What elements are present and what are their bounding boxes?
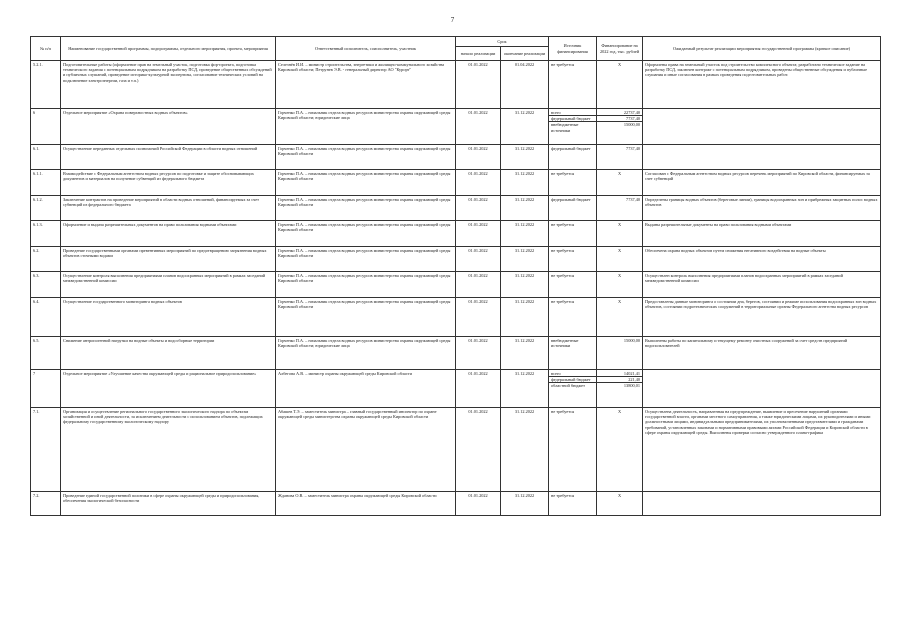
funding-source: всего	[549, 110, 596, 116]
cell-end: 31.12.2022	[501, 145, 549, 170]
cell-sources	[549, 492, 597, 516]
cell-num: 7	[31, 370, 61, 408]
cell-finance	[597, 272, 643, 298]
cell-sources	[549, 247, 597, 272]
table-row	[31, 370, 881, 408]
cell-name: Снижение антропогенной нагрузки на водные объекты и водосборные территории	[61, 337, 276, 370]
header-name: Наименование государственной программы, подпрограммы, отдельного мероприятия, проекта, мероприятия	[61, 37, 276, 61]
table-row	[31, 408, 881, 492]
finance-amount: X	[617, 62, 622, 67]
cell-executor: Горченко П.А. – начальник отдела водных ресурсов министерства охраны окружающей среды Кировской области	[276, 145, 456, 170]
cell-num: 7.2.	[31, 492, 61, 516]
funding-source: не требуется	[551, 171, 575, 176]
cell-executor: Горченко П.А. – начальник отдела водных ресурсов министерства охраны окружающей среды Кировской области; юридические лица	[276, 337, 456, 370]
funding-source: не требуется	[551, 62, 575, 67]
cell-sources	[549, 61, 597, 109]
cell-end: 31.12.2022	[501, 492, 549, 516]
cell-executor: Горченко П.А. – начальник отдела водных ресурсов министерства охраны окружающей среды Кировской области	[276, 298, 456, 337]
funding-source: не требуется	[551, 409, 575, 414]
cell-executor: Горченко П.А. – начальник отдела водных ресурсов министерства охраны окружающей среды Кировской области; юридические лица	[276, 109, 456, 145]
cell-num: 6.4.	[31, 298, 61, 337]
finance-amount: 15000,00	[623, 122, 641, 128]
cell-num: 6.1.1.	[31, 170, 61, 196]
header-start: начало реализации	[456, 47, 501, 61]
cell-num: 6	[31, 109, 61, 145]
finance-amount: 7737,40	[626, 197, 641, 202]
cell-start: 01.01.2022	[456, 408, 501, 492]
cell-name: Осуществление государственного мониторинга водных объектов	[61, 298, 276, 337]
cell-finance	[597, 145, 643, 170]
funding-source: не требуется	[551, 222, 575, 227]
cell-sources	[549, 370, 597, 408]
cell-finance	[597, 61, 643, 109]
cell-num: 6.3.	[31, 272, 61, 298]
cell-executor: Горченко П.А. – начальник отдела водных ресурсов министерства охраны окружающей среды Кировской области	[276, 196, 456, 221]
cell-executor: Селезнёв И.И. – министр строительства, энергетики и жилищно-коммунального хозяйства Кировской области; Петрунев Э.В. - генеральный директор АО "Курорт"	[276, 61, 456, 109]
cell-result	[643, 109, 881, 145]
finance-amount: 221,40	[597, 377, 642, 383]
page-number: 7	[450, 16, 455, 24]
cell-end: 31.12.2022	[501, 170, 549, 196]
funding-source: не требуется	[551, 493, 575, 498]
cell-result	[643, 492, 881, 516]
table-row	[31, 61, 881, 109]
table-row	[31, 145, 881, 170]
cell-num: 5.2.1.	[31, 61, 61, 109]
finance-amount: 14021,41	[597, 371, 642, 377]
cell-start: 01.01.2022	[456, 272, 501, 298]
finance-amount: 15000,00	[623, 338, 641, 343]
cell-executor: Абашев Т.Э. – заместитель министра – главный государственный инспектор по охране окружающей среды министерства охраны окружающей среды Кировской области	[276, 408, 456, 492]
funding-source: федеральный бюджет	[551, 146, 591, 151]
finance-amount: X	[617, 222, 622, 227]
cell-finance	[597, 109, 643, 145]
cell-end: 31.12.2022	[501, 370, 549, 408]
finance-amount: 22737,40	[597, 110, 642, 116]
cell-executor: Горченко П.А. – начальник отдела водных ресурсов министерства охраны окружающей среды Кировской области	[276, 272, 456, 298]
cell-finance	[597, 408, 643, 492]
cell-name: Взаимодействие с Федеральным агентством водных ресурсов по подготовке и защите обосновывающих документов и материалов на получение субвенций из федерального бюджета	[61, 170, 276, 196]
funding-source: не требуется	[551, 299, 575, 304]
funding-source: внебюджетные источники	[551, 338, 579, 349]
table-row	[31, 492, 881, 516]
table-row	[31, 298, 881, 337]
funding-source: федеральный бюджет	[549, 116, 596, 122]
cell-finance	[597, 221, 643, 247]
finance-amount: X	[617, 171, 622, 176]
funding-source: не требуется	[551, 248, 575, 253]
cell-finance	[597, 298, 643, 337]
cell-result: Предоставлены данные мониторинга о состоянии дна, берегов, состоянии и режиме использования водоохранных зон водных объектов, состоянии гидротехнических сооружений в территориальные органы Федерального агентства водных ресурсов	[643, 298, 881, 337]
cell-finance	[597, 492, 643, 516]
cell-result: Осуществлена деятельность, направленная на предупреждение, выявление и пресечение нарушений органами государственной власти, органами местного самоуправления, а также юридическими лицами, их руководителями и иными должностными лицами, индивидуальными предпринимателями, их уполномоченными представителями и гражданами требований, установленных законами и нормативными правовыми актами Российской Федерации и Кировской области в сфере охраны окружающей среды. Выполнены проверки согласно утвержденного плана-графика	[643, 408, 881, 492]
cell-end: 31.12.2022	[501, 408, 549, 492]
cell-sources	[549, 408, 597, 492]
table-row	[31, 170, 881, 196]
cell-end: 31.12.2022	[501, 109, 549, 145]
cell-finance	[597, 370, 643, 408]
cell-sources	[549, 109, 597, 145]
cell-name: Подготовительные работы (оформление прав на земельный участок, подготовка фор-проекта, подготовка технического задания с потенциальным подрядчиком на разработку ПСД, проведение общественных обсуждений и публичных слушаний, проведение историко-культурной экспертизы, согласование технических условий на подключение электроэнергии, газа и т.п.)	[61, 61, 276, 109]
cell-finance	[597, 337, 643, 370]
cell-num: 6.2.	[31, 247, 61, 272]
program-table	[30, 36, 881, 516]
cell-result: Осуществлен контроль выполнения предприятиями планов водоохранных мероприятий в рамках заседаний межведомственной комиссии	[643, 272, 881, 298]
cell-start: 01.01.2022	[456, 221, 501, 247]
cell-num: 7.1.	[31, 408, 61, 492]
cell-finance	[597, 196, 643, 221]
funding-source: областной бюджет	[551, 383, 585, 389]
finance-amount: 7737,40	[626, 146, 641, 151]
cell-finance	[597, 170, 643, 196]
cell-sources	[549, 221, 597, 247]
finance-amount: X	[617, 409, 622, 414]
cell-name: Отдельное мероприятие «Охрана поверхностных водных объектов»	[61, 109, 276, 145]
cell-start: 01.01.2022	[456, 170, 501, 196]
cell-end: 31.12.2022	[501, 337, 549, 370]
cell-sources	[549, 196, 597, 221]
cell-end: 31.12.2022	[501, 298, 549, 337]
cell-end: 31.12.2022	[501, 196, 549, 221]
finance-amount: X	[617, 248, 622, 253]
cell-result	[643, 370, 881, 408]
cell-name: Проведение единой государственной политики в сфере охраны окружающей среды и природопользования, обеспечения экологической безопасности	[61, 492, 276, 516]
cell-executor: Жданова О.В. – заместитель министра охраны окружающей среды Кировской области	[276, 492, 456, 516]
table-row	[31, 221, 881, 247]
cell-end: 31.12.2022	[501, 247, 549, 272]
cell-name: Осуществление контроля выполнения предприятиями планов водоохранных мероприятий в рамках заседаний межведомственной комиссии	[61, 272, 276, 298]
cell-result: Оформлены права на земельный участок под строительство комплексного объекта; разработано техническое задание на разработку ПСД, заключен контракт с потенциальным подрядчиком, проведены общественные обсуждения и публичные слушания и иные согласования в рамках проведения подготовительных работ.	[643, 61, 881, 109]
finance-amount: X	[617, 299, 622, 304]
funding-source: всего	[549, 371, 596, 377]
header-result: Ожидаемый результат реализации мероприятия государственной программы (краткое описание)	[643, 37, 881, 61]
cell-end: 31.12.2022	[501, 272, 549, 298]
cell-start: 01.01.2022	[456, 109, 501, 145]
funding-source: не требуется	[551, 273, 575, 278]
finance-amount: 7737,40	[597, 116, 642, 122]
cell-sources	[549, 170, 597, 196]
cell-num: 6.1.	[31, 145, 61, 170]
funding-source: внебюджетные источники	[551, 122, 579, 133]
finance-amount: X	[617, 273, 622, 278]
table-row	[31, 272, 881, 298]
cell-result	[643, 145, 881, 170]
cell-name: Организация и осуществление регионального государственного экологического надзора по объектам хозяйственной и иной деятельности, за исключением деятельности с использованием объектов, подлежащих федеральному государственному экологическому надзору	[61, 408, 276, 492]
cell-start: 01.01.2022	[456, 196, 501, 221]
cell-result: Выполнены работы по капитальному и текущему ремонту очистных сооружений за счет средств предприятий водопользователей	[643, 337, 881, 370]
cell-end: 31.12.2022	[501, 221, 549, 247]
cell-executor: Горченко П.А. – начальник отдела водных ресурсов министерства охраны окружающей среды Кировской области	[276, 170, 456, 196]
cell-start: 01.01.2022	[456, 370, 501, 408]
header-executor: Ответственный исполнитель, соисполнитель, участник	[276, 37, 456, 61]
cell-result: Определены границы водных объектов (береговые линии), границы водоохранных зон и прибрежных защитных полос водных объектов	[643, 196, 881, 221]
header-finance: Финансирование на 2022 год, тыс. рублей	[597, 37, 643, 61]
funding-source: федеральный бюджет	[551, 197, 591, 202]
cell-start: 01.01.2022	[456, 247, 501, 272]
header-term: Срок	[456, 37, 549, 47]
header-num: № п/п	[31, 37, 61, 61]
header-source: Источник финансирования	[549, 37, 597, 61]
cell-end: 01.04.2022	[501, 61, 549, 109]
table-row	[31, 109, 881, 145]
cell-result: Согласован с Федеральным агентством водных ресурсов перечень мероприятий по Кировской области, финансируемых за счет субвенций	[643, 170, 881, 196]
cell-num: 6.5.	[31, 337, 61, 370]
cell-start: 01.01.2022	[456, 298, 501, 337]
cell-start: 01.01.2022	[456, 145, 501, 170]
cell-name: Осуществление переданных отдельных полномочий Российской Федерации в области водных отношений	[61, 145, 276, 170]
cell-sources	[549, 272, 597, 298]
cell-name: Проведение государственными органами превентивных мероприятий по предотвращению загрязнения водных объектов сточными водами	[61, 247, 276, 272]
cell-name: Оформление и выдача разрешительных документов на право пользования водными объектами	[61, 221, 276, 247]
table-row	[31, 247, 881, 272]
table-row	[31, 196, 881, 221]
cell-start: 01.01.2022	[456, 337, 501, 370]
cell-sources	[549, 145, 597, 170]
finance-amount: X	[617, 493, 622, 498]
cell-executor: Горченко П.А. – начальник отдела водных ресурсов министерства охраны окружающей среды Кировской области	[276, 247, 456, 272]
cell-sources	[549, 337, 597, 370]
cell-result: Обеспечена охрана водных объектов путем снижения негативного воздействия на водные объекты	[643, 247, 881, 272]
cell-executor: Албегова А.В. – министр охраны окружающей среды Кировской области	[276, 370, 456, 408]
cell-num: 6.1.3.	[31, 221, 61, 247]
cell-executor: Горченко П.А. – начальник отдела водных ресурсов министерства охраны окружающей среды Кировской области	[276, 221, 456, 247]
table-body	[31, 61, 881, 516]
header-end: окончание реализации	[501, 47, 549, 61]
cell-start: 01.01.2022	[456, 492, 501, 516]
cell-finance	[597, 247, 643, 272]
cell-result: Выданы разрешительные документы на право пользования водными объектами	[643, 221, 881, 247]
funding-source: федеральный бюджет	[549, 377, 596, 383]
cell-start: 01.01.2022	[456, 61, 501, 109]
cell-name: Отдельное мероприятие «Улучшение качества окружающей среды и рациональное природопользование»	[61, 370, 276, 408]
table-row	[31, 337, 881, 370]
cell-num: 6.1.2.	[31, 196, 61, 221]
finance-amount: 13800,01	[623, 383, 641, 389]
cell-name: Заключение контрактов на проведение мероприятий в области водных отношений, финансируемых за счет субвенций из федерального бюджета	[61, 196, 276, 221]
cell-sources	[549, 298, 597, 337]
